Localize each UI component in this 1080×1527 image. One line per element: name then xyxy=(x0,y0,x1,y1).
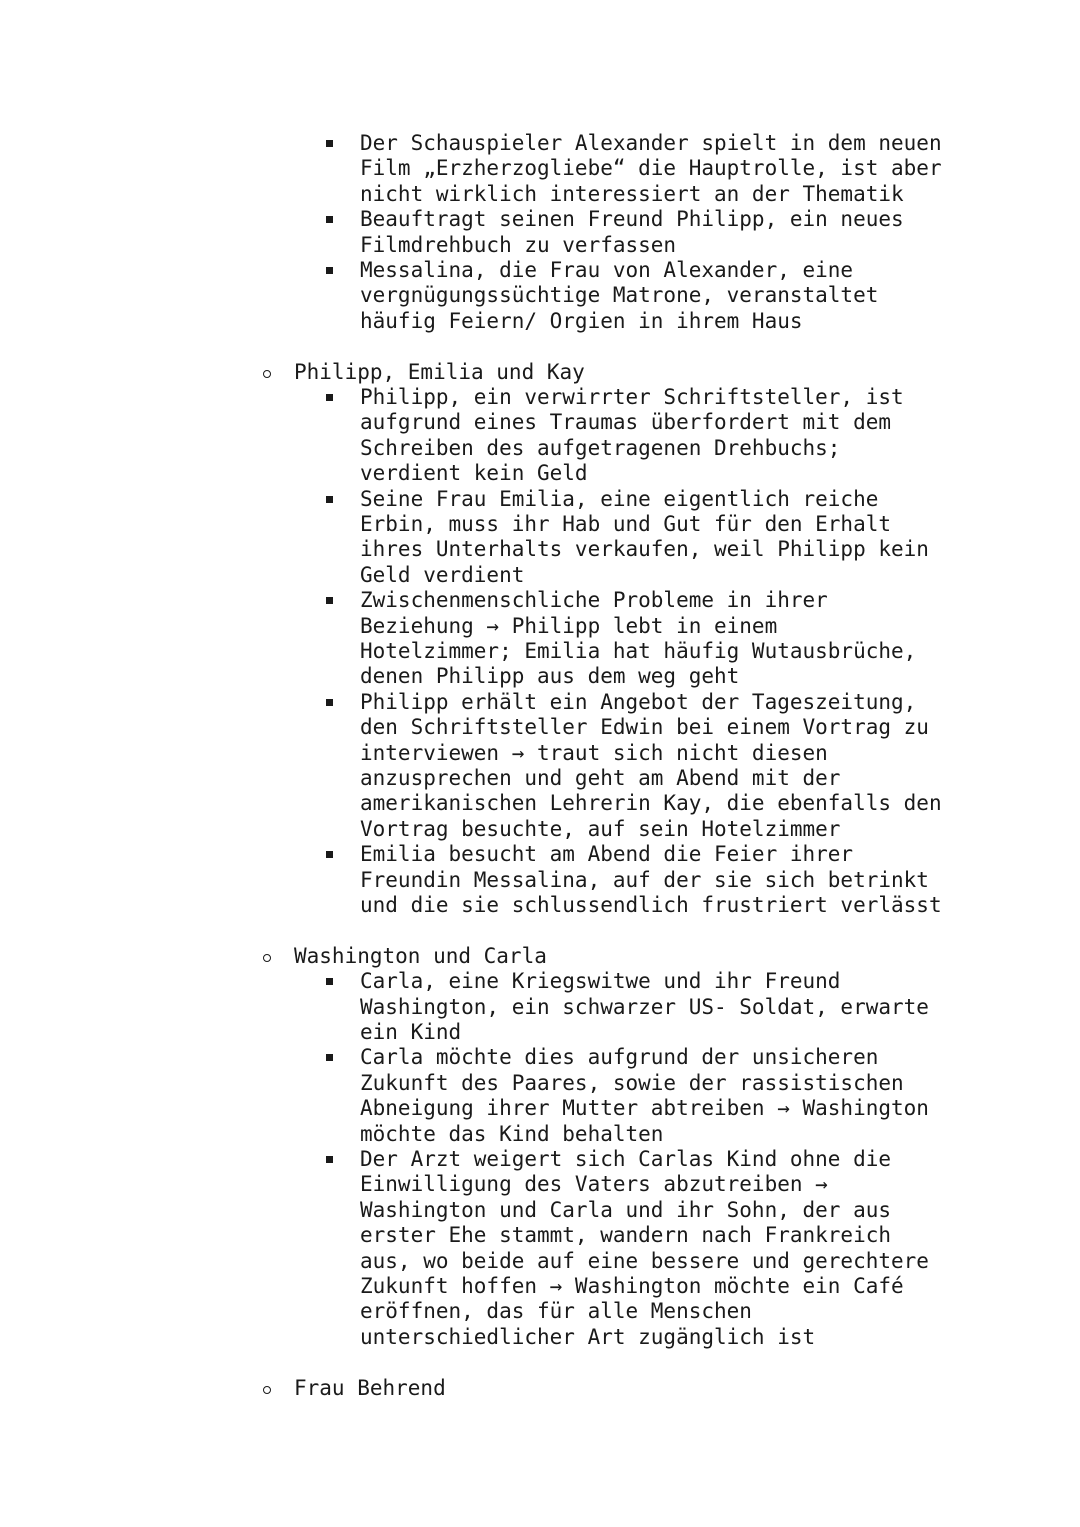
bullet-item-line: Emilia besucht am Abend die Feier ihrer xyxy=(360,842,854,867)
bullet-item-line: vergnügungssüchtige Matrone, veranstaltet xyxy=(360,283,879,308)
bullet-item-line: Abneigung ihrer Mutter abtreiben → Washington xyxy=(360,1096,929,1121)
section-heading: Frau Behrend xyxy=(294,1375,446,1400)
bullet-item-line: ein Kind xyxy=(360,1020,462,1044)
bullet-item-line: Beziehung → Philipp lebt in einem xyxy=(360,613,778,638)
bullet-item-line: Beauftragt seinen Freund Philipp, ein neues xyxy=(360,207,904,232)
square-bullet-icon xyxy=(326,267,333,274)
bullet-item-line: amerikanischen Lehrerin Kay, die ebenfalls den xyxy=(360,791,942,816)
bullet-item-line: und die sie schlussendlich frustriert verlässt xyxy=(360,893,942,917)
bullet-item-line: Der Arzt weigert sich Carlas Kind ohne die xyxy=(360,1147,892,1171)
circle-bullet-icon xyxy=(263,370,271,378)
square-bullet-icon xyxy=(326,597,333,604)
square-bullet-icon xyxy=(326,496,333,503)
circle-bullet-icon xyxy=(263,954,271,962)
square-bullet-icon xyxy=(326,140,333,147)
bullet-item-line: Hotelzimmer; Emilia hat häufig Wutausbrüche, xyxy=(360,639,917,663)
bullet-item-line: denen Philipp aus dem weg geht xyxy=(360,664,740,689)
bullet-item-line: Philipp erhält ein Angebot der Tageszeitung, xyxy=(360,689,917,714)
square-bullet-icon xyxy=(326,699,333,706)
bullet-item-line: interviewen → traut sich nicht diesen xyxy=(360,740,828,765)
bullet-item-line: Zukunft hoffen → Washington möchte ein Café xyxy=(360,1274,904,1298)
bullet-item-line: Freundin Messalina, auf der sie sich betrinkt xyxy=(360,867,929,892)
bullet-item-line: Zwischenmenschliche Probleme in ihrer xyxy=(360,588,828,613)
square-bullet-icon xyxy=(326,394,333,401)
bullet-item-line: aus, wo beide auf eine bessere und gerechtere xyxy=(360,1248,929,1273)
bullet-item-line: Schreiben des aufgetragenen Drehbuchs; xyxy=(360,435,841,460)
bullet-item-line: Vortrag besuchte, auf sein Hotelzimmer xyxy=(360,816,841,841)
bullet-item-line: eröffnen, das für alle Menschen xyxy=(360,1299,752,1324)
bullet-item-line: Zukunft des Paares, sowie der rassistischen xyxy=(360,1070,904,1095)
bullet-item-line: anzusprechen und geht am Abend mit der xyxy=(360,766,841,790)
square-bullet-icon xyxy=(326,1054,333,1061)
bullet-item-line: aufgrund eines Traumas überfordert mit dem xyxy=(360,410,892,435)
square-bullet-icon xyxy=(326,851,333,858)
square-bullet-icon xyxy=(326,978,333,985)
bullet-item-line: unterschiedlicher Art zugänglich ist xyxy=(360,1324,816,1349)
bullet-item-line: Messalina, die Frau von Alexander, eine xyxy=(360,258,854,282)
bullet-item-line: verdient kein Geld xyxy=(360,461,588,486)
bullet-item-line: Einwilligung des Vaters abzutreiben → xyxy=(360,1172,828,1197)
bullet-item-line: Erbin, muss ihr Hab und Gut für den Erhalt xyxy=(360,512,892,536)
bullet-item-line: erster Ehe stammt, wandern nach Frankreich xyxy=(360,1223,892,1248)
bullet-item-line: Geld verdient xyxy=(360,562,525,587)
bullet-item-line: Carla möchte dies aufgrund der unsicheren xyxy=(360,1045,879,1070)
bullet-item-line: ihres Unterhalts verkaufen, weil Philipp kein xyxy=(360,537,929,562)
bullet-item-line: Der Schauspieler Alexander spielt in dem neuen xyxy=(360,131,942,155)
bullet-item-line: Seine Frau Emilia, eine eigentlich reiche xyxy=(360,486,879,511)
bullet-item-line: häufig Feiern/ Orgien in ihrem Haus xyxy=(360,308,803,333)
bullet-item-line: Washington und Carla und ihr Sohn, der aus xyxy=(360,1197,892,1222)
section-heading: Washington und Carla xyxy=(294,943,547,968)
bullet-item-line: möchte das Kind behalten xyxy=(360,1121,664,1146)
bullet-item-line: Philipp, ein verwirrter Schriftsteller, ist xyxy=(360,385,904,409)
bullet-item-line: den Schriftsteller Edwin bei einem Vortrag zu xyxy=(360,715,929,740)
section-heading: Philipp, Emilia und Kay xyxy=(294,359,585,384)
square-bullet-icon xyxy=(326,216,333,223)
square-bullet-icon xyxy=(326,1156,333,1163)
circle-bullet-icon xyxy=(263,1386,271,1394)
bullet-item-line: Carla, eine Kriegswitwe und ihr Freund xyxy=(360,969,841,994)
bullet-item-line: Film „Erzherzogliebe“ die Hauptrolle, ist aber xyxy=(360,156,942,181)
bullet-item-line: Filmdrehbuch zu verfassen xyxy=(360,232,677,257)
bullet-item-line: nicht wirklich interessiert an der Thematik xyxy=(360,181,904,206)
bullet-item-line: Washington, ein schwarzer US- Soldat, erwarte xyxy=(360,994,929,1019)
